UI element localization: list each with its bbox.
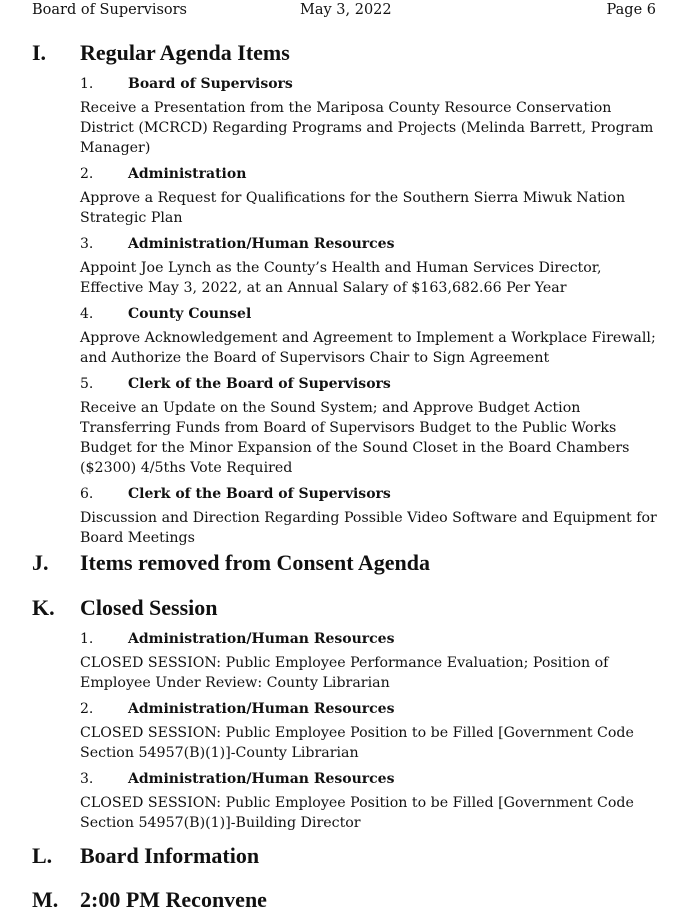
section-letter: K. bbox=[32, 595, 55, 620]
item-description: Receive an Update on the Sound System; and Approve Budget Action Transferring Funds from Board of Supervisors Budget to the Public Works Budget for the Minor Expansion of the Sound Closet in the Board Chambers ($2300) 4/5ths Vote Required bbox=[80, 400, 630, 476]
item-description: CLOSED SESSION: Public Employee Position to be Filled [Government Code Section 54957(B)(1)]-County Librarian bbox=[80, 725, 634, 761]
item-number: 3. bbox=[80, 236, 94, 252]
section-heading bbox=[32, 843, 662, 869]
agenda-item bbox=[80, 304, 662, 368]
agenda-item bbox=[80, 374, 662, 478]
agenda-item bbox=[80, 699, 662, 763]
item-title: Clerk of the Board of Supervisors bbox=[128, 486, 391, 502]
agenda-item bbox=[80, 629, 662, 693]
item-number: 6. bbox=[80, 486, 94, 502]
item-description: CLOSED SESSION: Public Employee Performance Evaluation; Position of Employee Under Review: County Librarian bbox=[80, 655, 609, 691]
section-heading bbox=[32, 595, 662, 621]
header-board-name: Board of Supervisors bbox=[32, 2, 187, 18]
section-heading bbox=[32, 40, 662, 66]
agenda-item bbox=[80, 484, 662, 548]
agenda-item bbox=[80, 234, 662, 298]
item-title: Administration/Human Resources bbox=[128, 701, 395, 717]
section-k bbox=[32, 595, 662, 839]
item-description: CLOSED SESSION: Public Employee Position to be Filled [Government Code Section 54957(B)(1)]-Building Director bbox=[80, 795, 634, 831]
item-title: Administration bbox=[128, 166, 247, 182]
section-m bbox=[32, 887, 662, 913]
item-number: 3. bbox=[80, 771, 94, 787]
agenda-item bbox=[80, 74, 662, 158]
item-description: Discussion and Direction Regarding Possible Video Software and Equipment for Board Meetings bbox=[80, 510, 657, 546]
item-description: Approve a Request for Qualifications for the Southern Sierra Miwuk Nation Strategic Plan bbox=[80, 190, 626, 226]
section-letter: I. bbox=[32, 40, 47, 65]
agenda-item bbox=[80, 164, 662, 228]
section-l bbox=[32, 843, 662, 869]
item-description: Appoint Joe Lynch as the County’s Health and Human Services Director, Effective May 3, 2022, at an Annual Salary of $163,682.66 Per Year bbox=[80, 260, 602, 296]
item-title: Administration/Human Resources bbox=[128, 631, 395, 647]
section-title: Regular Agenda Items bbox=[80, 40, 290, 65]
section-heading bbox=[32, 550, 662, 576]
page-header bbox=[32, 2, 656, 24]
item-description: Receive a Presentation from the Mariposa County Resource Conservation District (MCRCD) Regarding Programs and Projects (Melinda Barrett, Program Manager) bbox=[80, 100, 654, 156]
section-title: Items removed from Consent Agenda bbox=[80, 550, 430, 575]
section-title: 2:00 PM Reconvene bbox=[80, 887, 267, 912]
agenda-item bbox=[80, 769, 662, 833]
header-page-number: Page 6 bbox=[606, 2, 656, 18]
item-title: Administration/Human Resources bbox=[128, 771, 395, 787]
section-letter: M. bbox=[32, 887, 59, 912]
item-number: 4. bbox=[80, 306, 94, 322]
section-letter: J. bbox=[32, 550, 49, 575]
item-title: County Counsel bbox=[128, 306, 252, 322]
section-j bbox=[32, 550, 662, 576]
item-number: 1. bbox=[80, 76, 94, 92]
section-heading bbox=[32, 887, 662, 913]
item-title: Administration/Human Resources bbox=[128, 236, 395, 252]
item-number: 1. bbox=[80, 631, 94, 647]
section-title: Board Information bbox=[80, 843, 260, 868]
header-date: May 3, 2022 bbox=[300, 2, 392, 18]
section-title: Closed Session bbox=[80, 595, 218, 620]
item-number: 2. bbox=[80, 701, 94, 717]
item-number: 5. bbox=[80, 376, 94, 392]
item-title: Clerk of the Board of Supervisors bbox=[128, 376, 391, 392]
section-letter: L. bbox=[32, 843, 53, 868]
item-description: Approve Acknowledgement and Agreement to Implement a Workplace Firewall; and Authorize the Board of Supervisors Chair to Sign Agreement bbox=[80, 330, 656, 366]
section-i bbox=[32, 40, 662, 554]
item-title: Board of Supervisors bbox=[128, 76, 293, 92]
item-number: 2. bbox=[80, 166, 94, 182]
